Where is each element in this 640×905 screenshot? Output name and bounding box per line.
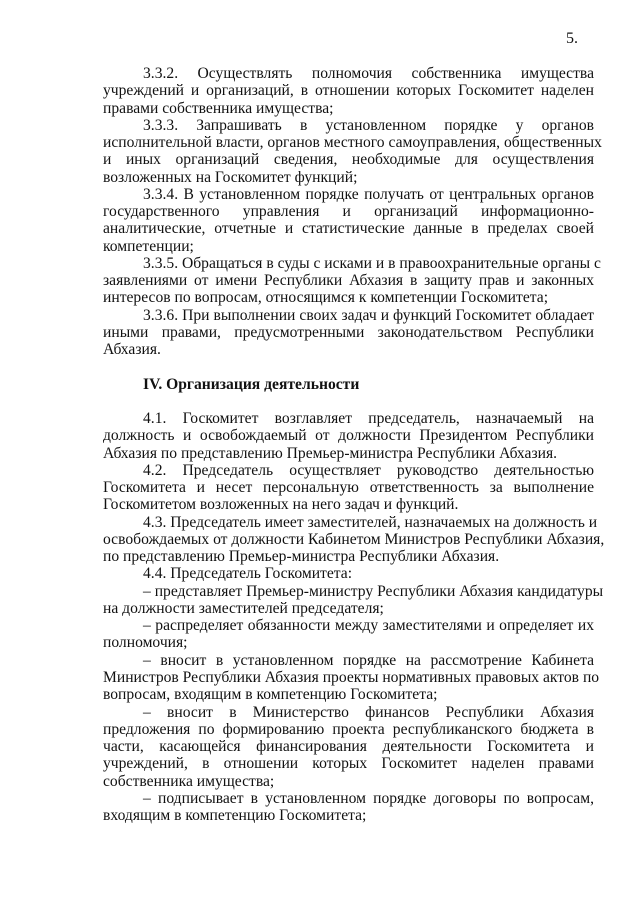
text-line: – представляет Премьер-министру Республики Абхазия кандидатуры — [143, 582, 604, 600]
text-line: 3.3.5. Обращаться в суды с исками и в правоохранительные органы с — [143, 254, 601, 272]
paragraph — [103, 704, 594, 790]
text-line: собственника имущества; — [103, 772, 275, 790]
paragraph — [103, 65, 594, 117]
paragraph — [103, 186, 594, 255]
text-line: Министров Республики Абхазия проекты нормативных правовых актов по — [103, 668, 600, 686]
page-number: 5. — [566, 30, 578, 47]
text-line: исполнительной власти, органов местного самоуправления, общественных — [103, 134, 602, 152]
paragraph — [103, 410, 594, 462]
text-line: учреждений и организаций, в отношении которых Госкомитет наделен — [103, 82, 594, 100]
section-3-text — [103, 65, 602, 359]
section-4-text — [103, 410, 605, 825]
text-line: Абхазия. — [103, 341, 161, 359]
text-line: 3.3.6. При выполнении своих задач и функций Госкомитет обладает — [143, 306, 594, 324]
text-line: 4.2. Председатель осуществляет руководство деятельностью — [143, 461, 594, 479]
text-line: входящим в компетенцию Госкомитета; — [103, 807, 367, 825]
text-line: полномочия; — [103, 634, 188, 652]
text-line: 4.3. Председатель имеет заместителей, назначаемых на должность и — [143, 513, 598, 531]
text-line: предложения по формированию проекта республиканского бюджета в — [103, 720, 594, 738]
paragraph — [103, 307, 594, 359]
paragraph — [103, 254, 601, 307]
paragraph — [103, 116, 602, 186]
text-line: Госкомитетом возложенных на него задач и функций. — [103, 496, 459, 514]
text-line: возложенных на Госкомитет функций; — [103, 168, 358, 186]
text-line: компетенции; — [103, 237, 194, 255]
text-line: 3.3.2. Осуществлять полномочия собственника имущества — [143, 65, 594, 82]
paragraph — [103, 790, 594, 825]
paragraph — [103, 462, 594, 514]
text-line: и иных организаций сведения, необходимые для осуществления — [103, 151, 594, 169]
text-line: – распределяет обязанности между заместителями и определяет их — [143, 617, 594, 635]
section-heading: IV. Организация деятельности — [143, 376, 360, 393]
text-line: иными правами, предусмотренными законодательством Республики — [103, 323, 594, 341]
paragraph — [103, 513, 605, 566]
text-line: заявлениями от имени Республики Абхазия в защиту прав и законных — [103, 272, 594, 290]
text-line: аналитические, отчетные и статистические данные в пределах своей — [103, 220, 594, 238]
text-line: части, касающейся финансирования деятельности Госкомитета и — [103, 738, 594, 756]
paragraph — [103, 651, 600, 704]
text-line: 4.1. Госкомитет возглавляет председатель, назначаемый на — [143, 410, 594, 427]
text-line: на должности заместителей председателя; — [103, 599, 384, 617]
text-line: освобождаемых от должности Кабинетом Министров Республики Абхазия, — [103, 530, 605, 548]
text-line: 4.4. Председатель Госкомитета: — [143, 565, 353, 583]
text-line: – вносит в Министерство финансов Республики Абхазия — [143, 703, 594, 721]
text-line: – подписывает в установленном порядке договоры по вопросам, — [143, 789, 594, 807]
paragraph — [103, 617, 594, 652]
text-line: Абхазия по представлению Премьер-министра Республики Абхазия. — [103, 444, 558, 462]
text-line: учреждений, в отношении которых Госкомитет наделен правами — [103, 755, 594, 773]
paragraph — [103, 565, 594, 582]
text-line: 3.3.4. В установленном порядке получать от центральных органов — [143, 185, 594, 203]
text-line: вопросам, входящим в компетенцию Госкомитета; — [103, 686, 438, 704]
text-line: интересов по вопросам, относящимся к компетенции Госкомитета; — [103, 289, 549, 307]
text-line: правами собственника имущества; — [103, 99, 334, 117]
text-line: 3.3.3. Запрашивать в установленном порядке у органов — [143, 116, 594, 134]
paragraph — [103, 582, 604, 618]
text-line: Госкомитета и несет персональную ответственность за выполнение — [103, 479, 594, 497]
text-line: по представлению Премьер-министра Республики Абхазия. — [103, 548, 500, 566]
text-line: государственного управления и организаций информационно- — [103, 203, 594, 221]
text-line: – вносит в установленном порядке на рассмотрение Кабинета — [143, 651, 594, 669]
text-line: должность и освобождаемый от должности Президентом Республики — [103, 427, 594, 445]
